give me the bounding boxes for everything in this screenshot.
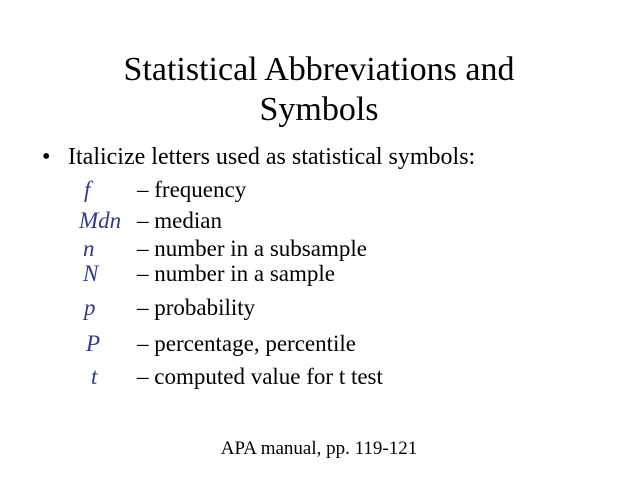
symbol-term: Mdn	[79, 208, 122, 233]
bullet-marker: •	[42, 144, 51, 170]
symbol-description: – number in a subsample	[137, 236, 367, 261]
symbol-description: – number in a sample	[137, 261, 336, 286]
symbol-row-probability	[0, 295, 638, 321]
symbol-description: – median	[137, 208, 222, 233]
symbol-row-subsample	[0, 236, 638, 262]
citation: APA manual, pp. 119-121	[220, 438, 418, 459]
symbol-term: t	[91, 364, 98, 389]
bullet-text: Italicize letters used as statistical symbols:	[68, 144, 476, 170]
symbol-term: n	[83, 236, 95, 261]
slide-title-line-2: Symbols	[259, 91, 379, 128]
symbol-row-percentage	[0, 331, 638, 357]
symbol-row-sample	[0, 261, 638, 287]
symbol-term: p	[84, 295, 96, 320]
symbol-row-frequency	[0, 177, 638, 203]
symbol-description: – frequency	[137, 177, 247, 202]
symbol-term: N	[83, 261, 99, 286]
symbol-description: – probability	[137, 295, 256, 320]
symbol-description: – percentage, percentile	[137, 331, 357, 356]
slide-title-line-1: Statistical Abbreviations and	[123, 51, 515, 88]
symbol-row-median	[0, 208, 638, 234]
symbol-term: f	[84, 177, 91, 202]
bullet-item	[42, 143, 475, 171]
symbol-description: – computed value for t test	[137, 364, 383, 389]
symbol-term: P	[86, 331, 101, 356]
symbol-row-t-test	[0, 364, 638, 390]
